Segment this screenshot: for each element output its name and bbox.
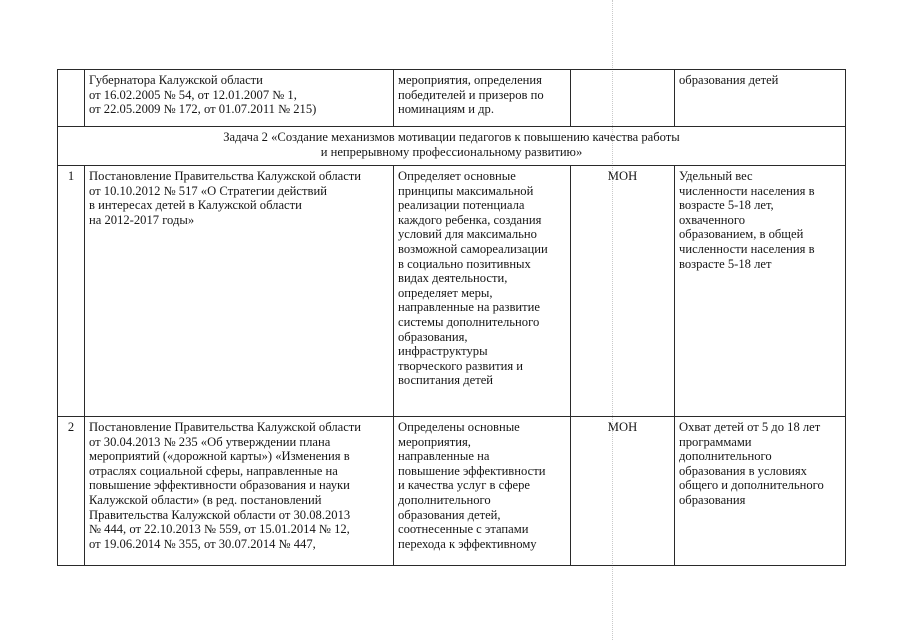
executor-cell: МОН <box>571 166 675 417</box>
row-number: 1 <box>58 166 85 417</box>
text-line: от 19.06.2014 № 355, от 30.07.2014 № 447, <box>89 536 316 551</box>
text-line: мероприятия, определения <box>398 73 542 87</box>
document-cell <box>85 70 394 127</box>
text-line: охваченного <box>679 212 745 227</box>
text-line: в социально позитивных <box>398 256 531 271</box>
text-line: видах деятельности, <box>398 271 508 286</box>
text-line: принципы максимальной <box>398 183 534 198</box>
document-cell <box>85 166 394 417</box>
text-line: Удельный вес <box>679 169 753 183</box>
executor-cell: МОН <box>571 417 675 566</box>
indicator-cell <box>675 70 846 127</box>
text-line: творческого развития и <box>398 358 524 373</box>
text-line: повышение эффективности <box>398 463 546 478</box>
text-line: программами <box>679 434 752 449</box>
table-row <box>58 417 846 566</box>
text-line: Определяет основные <box>398 169 516 183</box>
text-line: Калужской области» (в ред. постановлений <box>89 492 322 507</box>
description-cell <box>394 70 571 127</box>
text-line: мероприятия, <box>398 434 471 449</box>
table-row <box>58 166 846 417</box>
text-line: образования, <box>398 329 468 344</box>
text-line: численности населения в <box>679 241 815 256</box>
description-cell <box>394 166 571 417</box>
text-line: образования детей, <box>398 507 501 522</box>
text-line: перехода к эффективному <box>398 536 537 551</box>
text-line: № 444, от 22.10.2013 № 559, от 15.01.2014 № 12, <box>89 522 350 537</box>
text-line: Задача 2 «Создание механизмов мотивации педагогов к повышению качества работы <box>223 130 680 144</box>
text-line: Охват детей от 5 до 18 лет <box>679 420 821 434</box>
text-line: определяет меры, <box>398 285 493 300</box>
text-line: реализации потенциала <box>398 198 525 213</box>
text-line: Постановление Правительства Калужской области <box>89 420 362 434</box>
text-line: отраслях социальной сферы, направленные на <box>89 463 338 478</box>
text-line: от 16.02.2005 № 54, от 12.01.2007 № 1, <box>89 87 297 102</box>
task-header <box>58 127 846 166</box>
text-line: дополнительного <box>679 449 772 464</box>
carry-over-row <box>58 70 846 127</box>
text-line: образования в условиях <box>679 463 807 478</box>
text-line: от 30.04.2013 № 235 «Об утверждении плана <box>89 434 331 449</box>
text-line: и качества услуг в сфере <box>398 478 531 493</box>
text-line: Правительства Калужской области от 30.08.2013 <box>89 507 351 522</box>
text-line: Губернатора Калужской области <box>89 73 263 87</box>
text-line: в интересах детей в Калужской области <box>89 198 302 213</box>
document-cell <box>85 417 394 566</box>
text-line: и непрерывному профессиональному развитию» <box>320 144 583 159</box>
text-line: условий для максимально <box>398 227 537 242</box>
text-line: направленные на развитие <box>398 300 540 315</box>
text-line: мероприятий («дорожной карты») «Изменения в <box>89 449 350 464</box>
description-cell <box>394 417 571 566</box>
text-line: соотнесенные с этапами <box>398 522 529 537</box>
text-line: общего и дополнительного <box>679 478 824 493</box>
text-line: номинациям и др. <box>398 102 494 117</box>
text-line: численности населения в <box>679 183 815 198</box>
text-line: воспитания детей <box>398 373 494 388</box>
text-line: дополнительного <box>398 492 491 507</box>
executor-cell <box>571 70 675 127</box>
text-line: образования детей <box>679 73 779 87</box>
text-line: возрасте 5-18 лет, <box>679 198 774 213</box>
text-line: на 2012-2017 годы» <box>89 212 195 227</box>
text-line: системы дополнительного <box>398 314 540 329</box>
indicator-cell <box>675 166 846 417</box>
text-line: каждого ребенка, создания <box>398 212 542 227</box>
text-line: победителей и призеров по <box>398 87 544 102</box>
text-line: Определены основные <box>398 420 520 434</box>
document-table <box>57 69 846 566</box>
row-number: 2 <box>58 417 85 566</box>
text-line: от 10.10.2012 № 517 «О Стратегии действий <box>89 183 327 198</box>
text-line: образования <box>679 492 746 507</box>
text-line: образованием, в общей <box>679 227 804 242</box>
text-line: инфраструктуры <box>398 344 488 359</box>
row-number <box>58 70 85 127</box>
indicator-cell <box>675 417 846 566</box>
text-line: возрасте 5-18 лет <box>679 256 772 271</box>
text-line: возможной самореализации <box>398 241 548 256</box>
text-line: повышение эффективности образования и науки <box>89 478 350 493</box>
text-line: от 22.05.2009 № 172, от 01.07.2011 № 215) <box>89 102 317 117</box>
text-line: Постановление Правительства Калужской области <box>89 169 362 183</box>
task-header-row <box>58 127 846 166</box>
text-line: направленные на <box>398 449 490 464</box>
